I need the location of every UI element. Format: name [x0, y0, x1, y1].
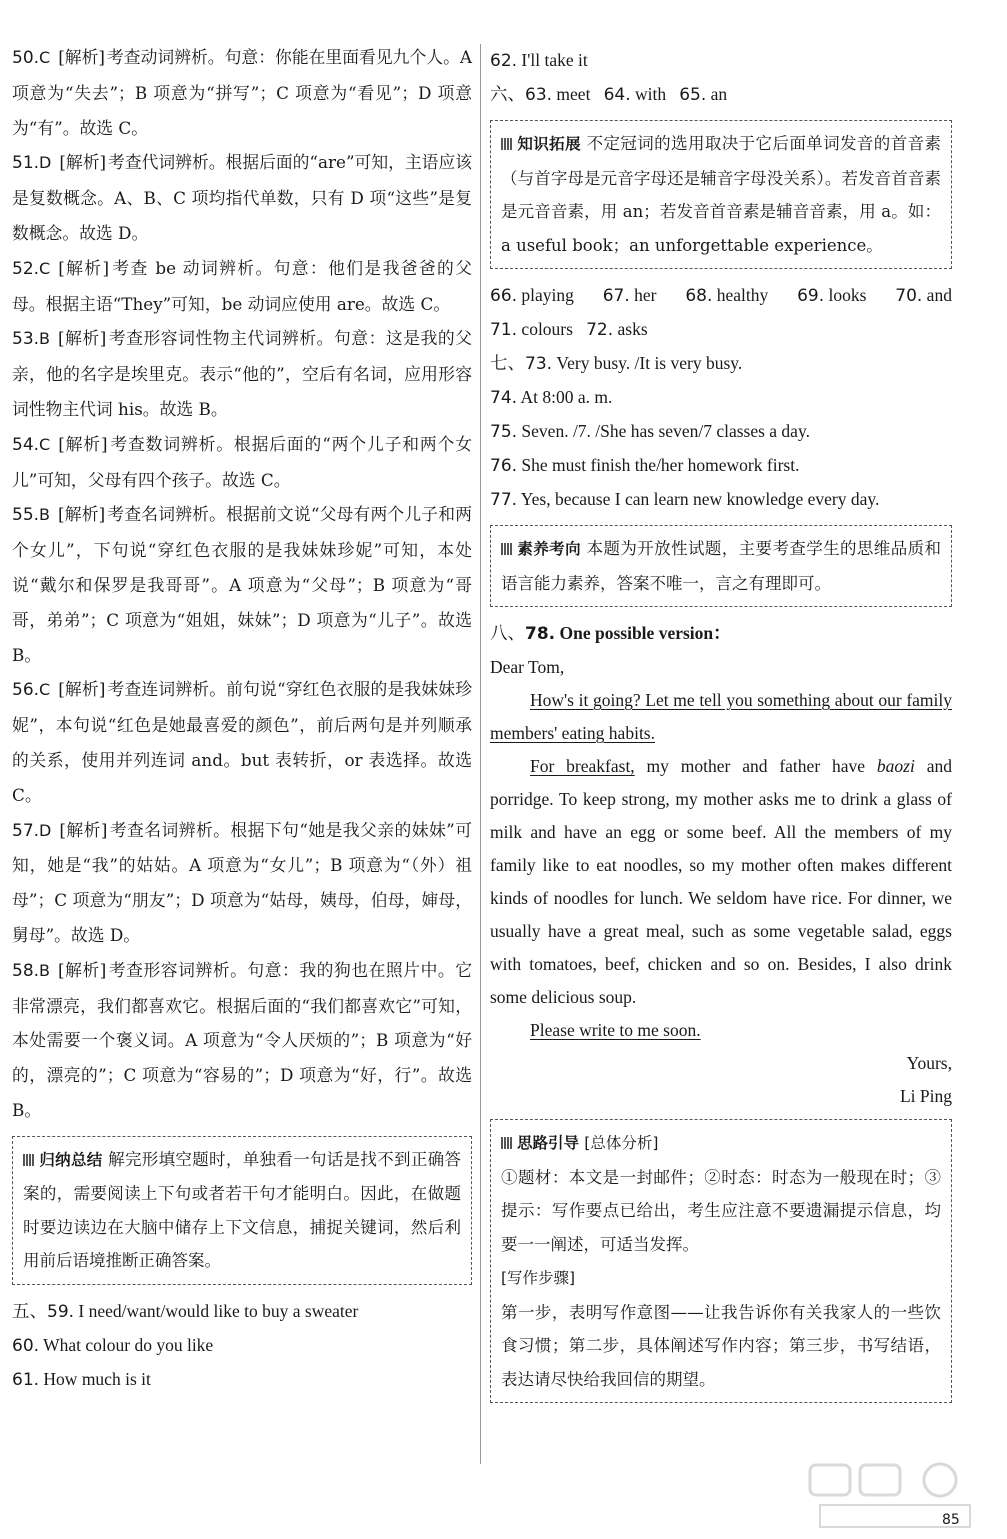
answers-66-70: [490, 279, 952, 313]
section-marker-icon: [501, 543, 513, 555]
right-column: [490, 44, 952, 1413]
literacy-title: 素养考向: [517, 540, 581, 558]
section-label: 六、: [490, 84, 525, 104]
answer-text: Seven. /7. /She has seven/7 classes a day.: [521, 421, 810, 441]
analysis-text: 考查形容词性物主代词辨析。句意：这是我的父亲，他的名字是埃里克。表示“他的”，空后有名词，应用形容词性物主代词 his。故选 B。: [12, 328, 472, 419]
analysis-tag: [解析]: [58, 504, 106, 525]
answer-58: [12, 953, 472, 1128]
answer-75: [490, 415, 952, 449]
version-label: One possible version：: [559, 623, 731, 643]
knowledge-title: 知识拓展: [517, 135, 581, 153]
guide-title: 思路引导: [517, 1134, 580, 1152]
answer-60: [12, 1329, 472, 1363]
question-number: 62.: [490, 51, 518, 71]
section-marker-icon: [501, 1137, 513, 1149]
answer-text: Yes, because I can learn new knowledge every day.: [520, 489, 880, 509]
question-number: 65.: [679, 85, 707, 105]
analysis-text: 考查动词辨析。句意：你能在里面看见九个人。A 项意为“失去”；B 项意为“拼写”；C 项意为“看见”；D 项意为“有”。故选 C。: [12, 47, 472, 138]
analysis-text: 考查形容词辨析。句意：我的狗也在照片中。它非常漂亮，我们都喜欢它。根据后面的“我们都喜欢它”可知，本处需要一个褒义词。A 项意为“令人厌烦的”；B 项意为“好的，漂亮的”；C 项意为“容易的”；D 项意为“好，行”。故选 B。: [12, 959, 472, 1120]
section-label: 五、: [12, 1300, 47, 1321]
question-number: 72.: [586, 320, 614, 340]
answer-78-header: [490, 617, 952, 651]
answer-56: [12, 672, 472, 812]
answer-text: looks: [828, 285, 867, 305]
section-marker-icon: [501, 138, 513, 150]
question-number: 66.: [490, 286, 518, 306]
answer-59: [12, 1295, 472, 1329]
analysis-text: 考查代词辨析。根据后面的“are”可知，主语应该是复数概念。A、B、C 项均指代单数，只有 D 项“这些”是复数概念。故选 D。: [12, 152, 473, 243]
answer-61: [12, 1363, 472, 1397]
letter-italic-word: baozi: [876, 756, 915, 776]
answers-63-65: [490, 78, 952, 112]
guide-subtitle: [总体分析]: [584, 1134, 659, 1152]
answer-letter: C: [39, 258, 51, 278]
question-number: 52.: [12, 258, 40, 279]
summary-text: 解完形填空题时，单独看一句话是找不到正确答案的，需要阅读上下句或者若干句才能明白。因此，在做题时要边读边在大脑中储存上下文信息，捕捉关键词，然后利用前后语境推断正确答案。: [23, 1149, 461, 1271]
answers-71-72: [490, 313, 952, 347]
question-number: 58.: [12, 960, 40, 981]
analysis-tag: [解析]: [59, 152, 107, 173]
question-number: 55.: [12, 505, 40, 526]
analysis-tag: [解析]: [59, 819, 108, 840]
literacy-text: 本题为开放性试题，主要考查学生的思维品质和语言能力素养，答案不唯一，言之有理即可。: [501, 539, 941, 593]
answer-text: asks: [617, 319, 648, 339]
answer-55: [12, 497, 472, 672]
guide-subtitle: [写作步骤]: [501, 1269, 576, 1287]
analysis-text: 考查数词辨析。根据后面的“两个儿子和两个女儿”可知，父母有四个孩子。故选 C。: [12, 433, 472, 490]
letter-closing: Yours,: [906, 1053, 952, 1073]
answer-text: Very busy. /It is very busy.: [556, 353, 743, 373]
question-number: 53.: [12, 329, 40, 350]
letter-paragraph-3: [490, 1014, 952, 1047]
guide-box: [490, 1119, 952, 1403]
answer-letter: D: [39, 153, 52, 173]
answer-text: I'll take it: [521, 50, 588, 70]
question-number: 74.: [490, 388, 518, 408]
question-number: 50.: [12, 48, 40, 68]
question-number: 77.: [490, 490, 518, 510]
answer-text: playing: [521, 285, 574, 305]
answer-50: [12, 40, 472, 145]
answer-text: What colour do you like: [43, 1334, 214, 1355]
answer-53: [12, 321, 472, 426]
answer-77: [490, 483, 952, 517]
question-number: 69.: [797, 286, 825, 306]
answer-text: her: [634, 285, 657, 305]
knowledge-text: 不定冠词的选用取决于它后面单词发音的首音素（与首字母是元音字母还是辅音字母没关系）。若发音首音素是元音音素，用 an；若发音首音素是辅音音素，用 a。如：a useful book；an unforgettable experience。: [501, 134, 941, 255]
answer-text: with: [634, 84, 667, 104]
question-number: 70.: [895, 286, 923, 306]
page-number: 85: [942, 1512, 960, 1528]
answer-51: [12, 145, 472, 250]
analysis-tag: [解析]: [58, 47, 105, 67]
analysis-text: 考查 be 动词辨析。句意：他们是我爸爸的父母。根据主语“They”可知，be 动词应使用 are。故选 C。: [12, 257, 472, 314]
analysis-tag: [解析]: [58, 257, 110, 278]
analysis-text: 考查名词辨析。根据前文说“父母有两个儿子和两个女儿”，下句说“穿红色衣服的是我妹妹珍妮”可知，本处说“戴尔和保罗是我哥哥”。A 项意为“父母”；B 项意为“哥哥，弟弟”；C 项意为“姐姐，妹妹”；D 项意为“儿子”。故选 B。: [12, 504, 472, 665]
sample-letter: [490, 651, 952, 1113]
knowledge-box: [490, 120, 952, 269]
answer-52: [12, 251, 472, 322]
question-number: 61.: [12, 1369, 40, 1390]
analysis-tag: [解析]: [58, 679, 106, 700]
question-number: 64.: [603, 85, 631, 105]
answer-letter: C: [39, 48, 51, 67]
analysis-tag: [解析]: [58, 959, 107, 980]
column-divider: [480, 44, 481, 1464]
watermark-logo: [800, 1455, 1000, 1535]
analysis-text: 考查连词辨析。前句说“穿红色衣服的是我妹妹珍妮”，本句说“红色是她最喜爱的颜色”，前后两句是并列顺承的关系，使用并列连词 and。but 表转折，or 表选择。故选 C。: [12, 679, 472, 805]
answer-letter: B: [39, 505, 51, 525]
answer-text: an: [710, 84, 728, 104]
question-number: 75.: [490, 422, 518, 442]
answer-letter: B: [39, 329, 51, 349]
section-marker-icon: [23, 1154, 35, 1166]
section-label: 八、: [490, 623, 525, 643]
analysis-text: 考查名词辨析。根据下句“她是我父亲的妹妹”可知，她是“我”的姑姑。A 项意为“女儿”；B 项意为“（外）祖母”；C 项意为“朋友”；D 项意为“姑母，姨母，伯母，婶母，舅母”。故选 D。: [12, 819, 472, 945]
summary-title: 归纳总结: [39, 1150, 103, 1169]
answer-letter: B: [39, 960, 51, 980]
analysis-tag: [解析]: [58, 328, 107, 349]
left-column: [12, 40, 472, 1397]
letter-lead-phrase: For breakfast,: [530, 756, 635, 776]
answer-letter: C: [39, 434, 51, 454]
answer-74: [490, 381, 952, 415]
letter-signature: Li Ping: [899, 1086, 952, 1106]
answer-text: and: [926, 285, 952, 305]
answer-73: [490, 347, 952, 381]
answer-text: meet: [556, 84, 591, 104]
answer-letter: C: [39, 680, 51, 700]
letter-text: my mother and father have: [634, 756, 877, 776]
question-number: 51.: [12, 153, 40, 174]
question-number: 67.: [602, 286, 630, 306]
letter-paragraph-2: [490, 750, 952, 1014]
question-number: 60.: [12, 1335, 40, 1356]
analysis-tag: [解析]: [58, 433, 108, 454]
guide-steps-text: 第一步，表明写作意图——让我告诉你有关我家人的一些饮食习惯；第二步，具体阐述写作内容；第三步，书写结语，表达请尽快给我回信的期望。: [501, 1302, 941, 1389]
answer-text: She must finish the/her homework first.: [521, 455, 800, 475]
answer-text: At 8:00 a. m.: [520, 387, 613, 407]
question-number: 63.: [525, 85, 553, 105]
answer-57: [12, 813, 472, 953]
answer-text: How much is it: [43, 1368, 151, 1389]
question-number: 76.: [490, 456, 518, 476]
watermark-icon: [800, 1455, 1000, 1535]
guide-analysis-text: ①题材：本文是一封邮件；②时态：时态为一般现在时；③提示：写作要点已给出，考生应注意不要遗漏提示信息，均要一一阐述，可适当发挥。: [501, 1167, 941, 1254]
answer-62: [490, 44, 952, 78]
answer-letter: D: [39, 820, 52, 840]
answer-54: [12, 427, 472, 498]
answer-text: healthy: [716, 285, 769, 305]
letter-paragraph-1: How's it going? Let me tell you something about our family members' eating habits.: [490, 690, 952, 743]
summary-box: [12, 1136, 472, 1285]
section-label: 七、: [490, 353, 525, 373]
question-number: 78.: [525, 624, 556, 644]
letter-text: and porridge. To keep strong, my mother asks me to drink a glass of milk and have an egg or some beef. All the members of my family like to eat noodles, so my mother often makes different kinds of noodles for lunch. We seldom have rice. For dinner, we usually have a great meal, such as some vegetable salad, eggs with tomatoes, beef, chicken and so on. Besides, I also drink some delicious soup.: [490, 756, 952, 1007]
literacy-box: [490, 525, 952, 607]
question-number: 73.: [525, 354, 553, 374]
question-number: 59.: [47, 1301, 75, 1322]
question-number: 56.: [12, 680, 40, 701]
question-number: 68.: [685, 286, 713, 306]
letter-closing-line: Please write to me soon.: [530, 1020, 701, 1040]
question-number: 54.: [12, 434, 40, 455]
answer-76: [490, 449, 952, 483]
answer-text: colours: [521, 319, 573, 339]
answer-text: I need/want/would like to buy a sweater: [78, 1300, 359, 1321]
letter-greeting: Dear Tom,: [490, 657, 565, 677]
question-number: 57.: [12, 820, 40, 841]
question-number: 71.: [490, 320, 518, 340]
